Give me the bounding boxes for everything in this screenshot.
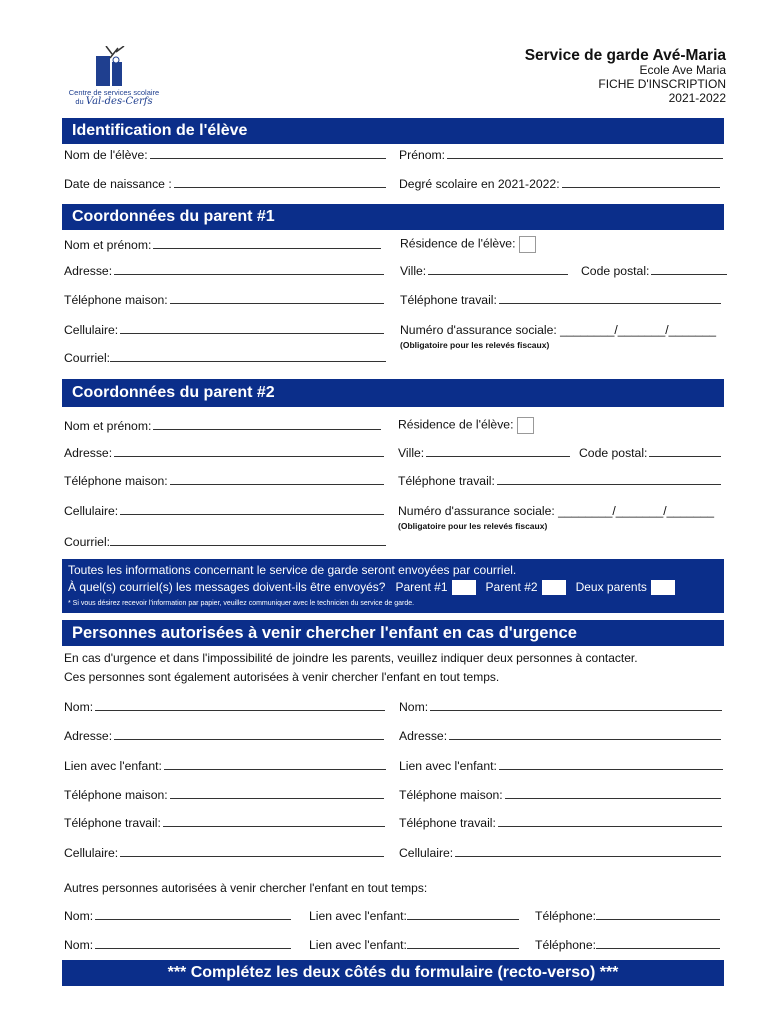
u2-lien[interactable] bbox=[399, 759, 723, 773]
p2-nom[interactable] bbox=[64, 419, 381, 433]
logo bbox=[66, 46, 162, 112]
p1-ville[interactable] bbox=[400, 264, 568, 278]
opt-deux-checkbox[interactable] bbox=[651, 580, 675, 595]
p1-nas[interactable] bbox=[400, 323, 716, 337]
section-parent1: Coordonnées du parent #1 bbox=[62, 204, 724, 230]
label-prenom: Prénom: bbox=[399, 148, 446, 162]
p2-residence-checkbox[interactable] bbox=[517, 417, 534, 434]
logo-name: Val-des-Cerfs bbox=[85, 96, 153, 107]
field-degre[interactable] bbox=[399, 177, 720, 191]
courriel-info: Toutes les informations concernant le service de garde seront envoyées par courriel. bbox=[68, 563, 517, 577]
school-year: 2021-2022 bbox=[668, 91, 726, 105]
a2-label-lien: Lien avec l'enfant: bbox=[309, 938, 407, 952]
p2-tel-maison[interactable] bbox=[64, 474, 384, 488]
u2-label-tel-travail: Téléphone travail: bbox=[399, 816, 496, 830]
p2-label-nom: Nom et prénom: bbox=[64, 419, 152, 433]
deer-logo-icon bbox=[66, 46, 162, 90]
p1-label-residence: Résidence de l'élève: bbox=[400, 236, 516, 251]
opt-deux-label: Deux parents bbox=[575, 580, 647, 594]
p1-postal[interactable] bbox=[581, 264, 727, 278]
section-parent2: Coordonnées du parent #2 bbox=[62, 379, 724, 407]
a1-label-nom: Nom: bbox=[64, 909, 94, 923]
logo-du: du bbox=[75, 97, 84, 106]
opt-parent2-checkbox[interactable] bbox=[542, 580, 566, 595]
form-name: FICHE D'INSCRIPTION bbox=[598, 77, 726, 91]
a2-label-tel: Téléphone: bbox=[535, 938, 596, 952]
p2-postal[interactable] bbox=[579, 446, 721, 460]
p1-residence-checkbox[interactable] bbox=[519, 236, 536, 253]
p2-label-ville: Ville: bbox=[398, 446, 425, 460]
logo-line1: Centre de services scolaire bbox=[68, 88, 160, 97]
u1-tel-travail[interactable] bbox=[64, 816, 385, 830]
p2-label-cellulaire: Cellulaire: bbox=[64, 504, 119, 518]
a2-tel[interactable] bbox=[535, 938, 720, 952]
p1-label-courriel: Courriel: bbox=[64, 351, 111, 365]
u2-tel-travail[interactable] bbox=[399, 816, 722, 830]
p2-residence[interactable] bbox=[398, 417, 534, 434]
p2-label-postal: Code postal: bbox=[579, 446, 648, 460]
p2-ville[interactable] bbox=[398, 446, 570, 460]
p1-label-nas: Numéro d'assurance sociale: bbox=[400, 323, 557, 337]
courriel-panel bbox=[62, 559, 724, 613]
p1-label-nom: Nom et prénom: bbox=[64, 238, 152, 252]
p1-label-ville: Ville: bbox=[400, 264, 427, 278]
opt-parent2-label: Parent #2 bbox=[485, 580, 538, 594]
p2-tel-travail[interactable] bbox=[398, 474, 721, 488]
a1-label-tel: Téléphone: bbox=[535, 909, 596, 923]
p2-nas-blanks: ________/_______/_______ bbox=[558, 504, 715, 518]
section-eleve: Identification de l'élève bbox=[62, 118, 724, 144]
u2-label-cellulaire: Cellulaire: bbox=[399, 846, 454, 860]
a1-nom[interactable] bbox=[64, 909, 291, 923]
u2-label-adresse: Adresse: bbox=[399, 729, 448, 743]
p1-courriel[interactable] bbox=[64, 351, 386, 365]
p2-label-adresse: Adresse: bbox=[64, 446, 113, 460]
p1-nas-blanks: ________/_______/_______ bbox=[560, 323, 717, 337]
p1-residence[interactable] bbox=[400, 236, 536, 253]
footer-banner: *** Complétez les deux côtés du formulaire (recto-verso) *** bbox=[62, 960, 724, 986]
a2-lien[interactable] bbox=[309, 938, 519, 952]
u1-tel-maison[interactable] bbox=[64, 788, 384, 802]
p1-label-postal: Code postal: bbox=[581, 264, 650, 278]
u2-nom[interactable] bbox=[399, 700, 722, 714]
p1-cellulaire[interactable] bbox=[64, 323, 384, 337]
opt-parent1-label: Parent #1 bbox=[395, 580, 448, 594]
p1-tel-maison[interactable] bbox=[64, 293, 384, 307]
p2-label-nas: Numéro d'assurance sociale: bbox=[398, 504, 555, 518]
p1-label-cellulaire: Cellulaire: bbox=[64, 323, 119, 337]
p1-label-tel-travail: Téléphone travail: bbox=[400, 293, 497, 307]
label-naissance: Date de naissance : bbox=[64, 177, 172, 191]
u1-label-adresse: Adresse: bbox=[64, 729, 113, 743]
u2-label-lien: Lien avec l'enfant: bbox=[399, 759, 497, 773]
u2-label-nom: Nom: bbox=[399, 700, 429, 714]
a1-tel[interactable] bbox=[535, 909, 720, 923]
a2-nom[interactable] bbox=[64, 938, 291, 952]
u1-lien[interactable] bbox=[64, 759, 386, 773]
a1-lien[interactable] bbox=[309, 909, 519, 923]
u1-label-lien: Lien avec l'enfant: bbox=[64, 759, 162, 773]
p1-nom[interactable] bbox=[64, 238, 381, 252]
p2-label-tel-maison: Téléphone maison: bbox=[64, 474, 168, 488]
p2-label-courriel: Courriel: bbox=[64, 535, 111, 549]
p2-cellulaire[interactable] bbox=[64, 504, 384, 518]
p2-label-tel-travail: Téléphone travail: bbox=[398, 474, 495, 488]
p2-label-residence: Résidence de l'élève: bbox=[398, 417, 514, 432]
label-nom-eleve: Nom de l'élève: bbox=[64, 148, 148, 162]
u2-tel-maison[interactable] bbox=[399, 788, 721, 802]
p1-tel-travail[interactable] bbox=[400, 293, 721, 307]
p2-nas[interactable] bbox=[398, 504, 714, 518]
field-naissance[interactable] bbox=[64, 177, 386, 191]
p1-adresse[interactable] bbox=[64, 264, 384, 278]
school-name: Ecole Ave Maria bbox=[639, 63, 726, 77]
p1-label-adresse: Adresse: bbox=[64, 264, 113, 278]
urgence-intro2: Ces personnes sont également autorisées à venir chercher l'enfant en tout temps. bbox=[64, 670, 500, 684]
p2-adresse[interactable] bbox=[64, 446, 384, 460]
u2-adresse[interactable] bbox=[399, 729, 721, 743]
p2-courriel[interactable] bbox=[64, 535, 386, 549]
a2-label-nom: Nom: bbox=[64, 938, 94, 952]
u1-label-tel-maison: Téléphone maison: bbox=[64, 788, 168, 802]
u2-label-tel-maison: Téléphone maison: bbox=[399, 788, 503, 802]
opt-parent1-checkbox[interactable] bbox=[452, 580, 476, 595]
autres-intro: Autres personnes autorisées à venir chercher l'enfant en tout temps: bbox=[64, 881, 428, 895]
field-nom-eleve[interactable] bbox=[64, 148, 386, 162]
courriel-question: À quel(s) courriel(s) les messages doivent-ils être envoyés? bbox=[68, 580, 386, 594]
u1-label-cellulaire: Cellulaire: bbox=[64, 846, 119, 860]
u1-label-nom: Nom: bbox=[64, 700, 94, 714]
urgence-intro1: En cas d'urgence et dans l'impossibilité de joindre les parents, veuillez indiquer deux personnes à contacter. bbox=[64, 651, 638, 665]
p1-label-tel-maison: Téléphone maison: bbox=[64, 293, 168, 307]
label-degre: Degré scolaire en 2021-2022: bbox=[399, 177, 560, 191]
a1-label-lien: Lien avec l'enfant: bbox=[309, 909, 407, 923]
u1-adresse[interactable] bbox=[64, 729, 384, 743]
u1-nom[interactable] bbox=[64, 700, 385, 714]
p2-obligatoire: (Obligatoire pour les relevés fiscaux) bbox=[398, 521, 548, 531]
field-prenom[interactable] bbox=[399, 148, 723, 162]
u1-cellulaire[interactable] bbox=[64, 846, 384, 860]
u1-label-tel-travail: Téléphone travail: bbox=[64, 816, 161, 830]
section-autorises: Personnes autorisées à venir chercher l'enfant en cas d'urgence bbox=[62, 620, 724, 646]
courriel-note: * Si vous désirez recevoir l'information par papier, veuillez communiquer avec le technicien du service de garde. bbox=[68, 600, 415, 607]
page-title: Service de garde Avé-Maria bbox=[524, 47, 726, 64]
p1-obligatoire: (Obligatoire pour les relevés fiscaux) bbox=[400, 340, 550, 350]
u2-cellulaire[interactable] bbox=[399, 846, 721, 860]
